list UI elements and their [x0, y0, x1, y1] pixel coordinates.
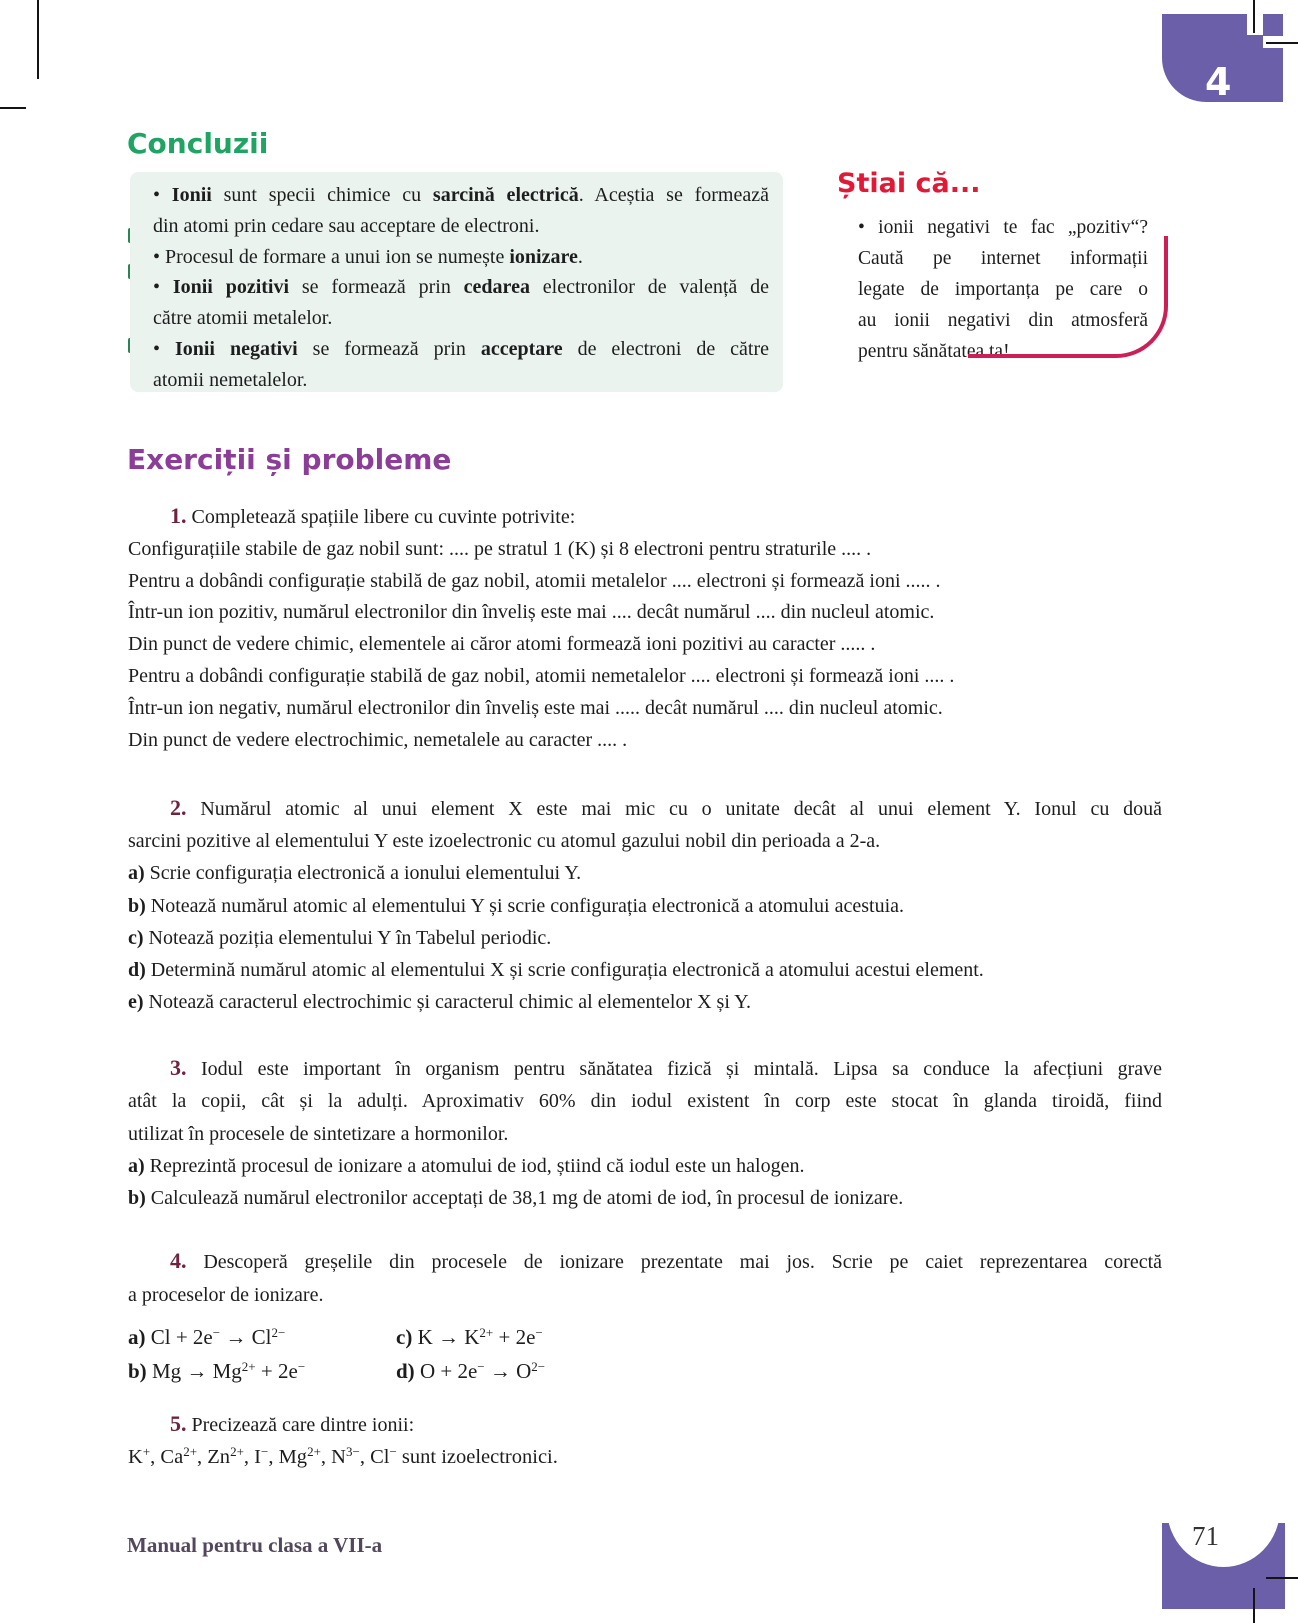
fill-in-line: Într-un ion pozitiv, numărul electronilor din înveliș este mai .... decât numărul .... din nucleul atomic.: [128, 601, 935, 624]
fill-in-line: Din punct de vedere electrochimic, nemetalele au caracter .... .: [128, 728, 628, 751]
exercise-5: [128, 1408, 1162, 1473]
concluzii-line: • Ionii sunt specii chimice cu sarcină electrică. Aceștia se formează: [153, 184, 769, 206]
concluzii-line: din atomi prin cedare sau acceptare de electroni.: [153, 214, 540, 237]
exercise-3: [128, 1052, 1162, 1214]
sub-item: a) Reprezintă procesul de ionizare a atomului de iod, știind că iodul este un halogen.: [128, 1154, 805, 1177]
exercise-number: 2.: [170, 795, 187, 820]
concluzii-box: [130, 172, 783, 392]
equation-row: [128, 1354, 1162, 1388]
fill-in-line: Pentru a dobândi configurație stabilă de gaz nobil, atomii nemetalelor .... electroni și formează ioni .... .: [128, 664, 955, 687]
exercises-heading: Exerciții și probleme: [127, 443, 452, 476]
exercise-intro: 2. Numărul atomic al unui element X este mai mic cu o unitate decât al unui element Y. Ionul cu două: [170, 795, 1163, 820]
exercise-number: 5.: [170, 1411, 187, 1436]
concluzii-line: atomii nemetalelor.: [153, 368, 308, 391]
equation: b) $Mg \to Mg^{2+} + 2e^-$: [128, 1359, 306, 1383]
exercise-intro: 3. Iodul este important în organism pentru sănătatea fizică și mintală. Lipsa sa conduce la afecțiuni grave: [170, 1055, 1162, 1080]
fill-in-line: Pentru a dobândi configurație stabilă de gaz nobil, atomii metalelor .... electroni și formează ioni ..... .: [128, 569, 941, 592]
crop-mark-top-left-v: [37, 0, 39, 79]
exercise-intro-line: utilizat în procesele de sintetizare a hormonilor.: [128, 1122, 509, 1145]
exercise-number: 4.: [170, 1248, 187, 1273]
unit-number: 4: [1205, 60, 1232, 104]
stiai-ca-line: • ionii negativi te fac „pozitiv“?: [858, 217, 1148, 238]
ion-list: K+, $Ca^{2+}$, $Zn^{2+}$, I−, $Mg^{2+}$, $N^{3-}$, Cl− sunt izoelectronici.: [128, 1444, 558, 1468]
crop-mark-top-right-h: [1266, 42, 1298, 44]
unit-tab: [1162, 14, 1283, 102]
sub-item: b) Calculează numărul electronilor acceptați de 38,1 mg de atomi de iod, în procesul de ionizare.: [128, 1187, 904, 1210]
sub-item: e) Notează caracterul electrochimic și caracterul chimic al elementelor X și Y.: [128, 991, 752, 1014]
exercise-number: 3.: [170, 1055, 187, 1080]
exercise-prompt: 1. Completează spațiile libere cu cuvinte potrivite:: [170, 503, 576, 528]
equation: c) $K \to K^{2+} + 2e^-$: [396, 1325, 543, 1349]
crop-mark-bottom-right-h: [1266, 1577, 1298, 1579]
sub-item: a) Scrie configurația electronică a ionului elementului Y.: [128, 862, 582, 885]
tab-notch: [1247, 14, 1263, 35]
concluzii-line: către atomii metalelor.: [153, 307, 333, 330]
stiai-ca-line: au ionii negativi din atmosferă: [858, 310, 1148, 331]
exercise-intro-line: atât la copii, cât și la adulți. Aproximativ 60% din iodul existent în corp este stocat în glanda tiroidă, fiind: [128, 1090, 1162, 1113]
exercise-4: [128, 1244, 1162, 1388]
crop-mark-top-left-h: [0, 107, 26, 109]
stiai-ca-heading: Știai că...: [837, 168, 981, 199]
stiai-ca-line: pentru sănătatea ta!: [858, 341, 1010, 362]
decorative-bracket: [968, 236, 1168, 358]
page-number: 71: [1192, 1523, 1219, 1551]
concluzii-line: • Procesul de formare a unui ion se numește ionizare.: [153, 245, 583, 268]
sub-item: c) Notează poziția elementului Y în Tabelul periodic.: [128, 926, 552, 949]
stiai-ca-line: legate de importanța pe care o: [858, 279, 1148, 300]
footer-text: Manual pentru clasa a VII-a: [127, 1533, 383, 1557]
page-number-tab: [1162, 1523, 1285, 1609]
equation: d) $O + 2e^- \to O^{2-}$: [396, 1359, 546, 1383]
exercise-2: [128, 792, 1162, 1018]
crop-mark-top-right-v: [1253, 0, 1255, 33]
tab-scoop: [1167, 1523, 1280, 1567]
fill-in-line: Într-un ion negativ, numărul electronilor din înveliș este mai ..... decât numărul .... din nucleul atomic.: [128, 696, 943, 719]
exercise-intro-line: a proceselor de ionizare.: [128, 1284, 324, 1306]
equation-row: [128, 1320, 1162, 1354]
ionization-equations: [128, 1320, 1162, 1388]
exercise-prompt: 5. Precizează care dintre ionii:: [170, 1411, 415, 1436]
equation: a) $Cl + 2e^- \to Cl^{2-}$: [128, 1325, 286, 1349]
fill-in-line: Din punct de vedere chimic, elementele ai căror atomi formează ioni pozitivi au caracter ..... .: [128, 633, 876, 656]
sub-item: b) Notează numărul atomic al elementului Y și scrie configurația electronică a atomului acestuia.: [128, 894, 904, 917]
concluzii-line: • Ionii negativi se formează prin acceptare de electroni de către: [153, 337, 770, 360]
exercise-number: 1.: [170, 503, 187, 528]
exercise-1: [128, 500, 1162, 756]
exercise-intro: 4. Descoperă greșelile din procesele de ionizare prezentate mai jos. Scrie pe caiet reprezentarea corectă: [170, 1248, 1163, 1273]
stiai-ca-line: Caută pe internet informații: [858, 248, 1148, 269]
sub-item: d) Determină numărul atomic al elementului X și scrie configurația electronică a atomului acestui element.: [128, 959, 984, 982]
crop-mark-bottom-right-v: [1253, 1588, 1255, 1623]
concluzii-line: • Ionii pozitivi se formează prin cedarea electronilor de valență de: [153, 276, 769, 299]
fill-in-line: Configurațiile stabile de gaz nobil sunt: .... pe stratul 1 (K) și 8 electroni pentru straturile .... .: [128, 537, 872, 560]
concluzii-heading: Concluzii: [127, 127, 269, 160]
exercise-intro-line: sarcini pozitive al elementului Y este izoelectronic cu atomul gazului nobil din perioada a 2-a.: [128, 830, 881, 853]
